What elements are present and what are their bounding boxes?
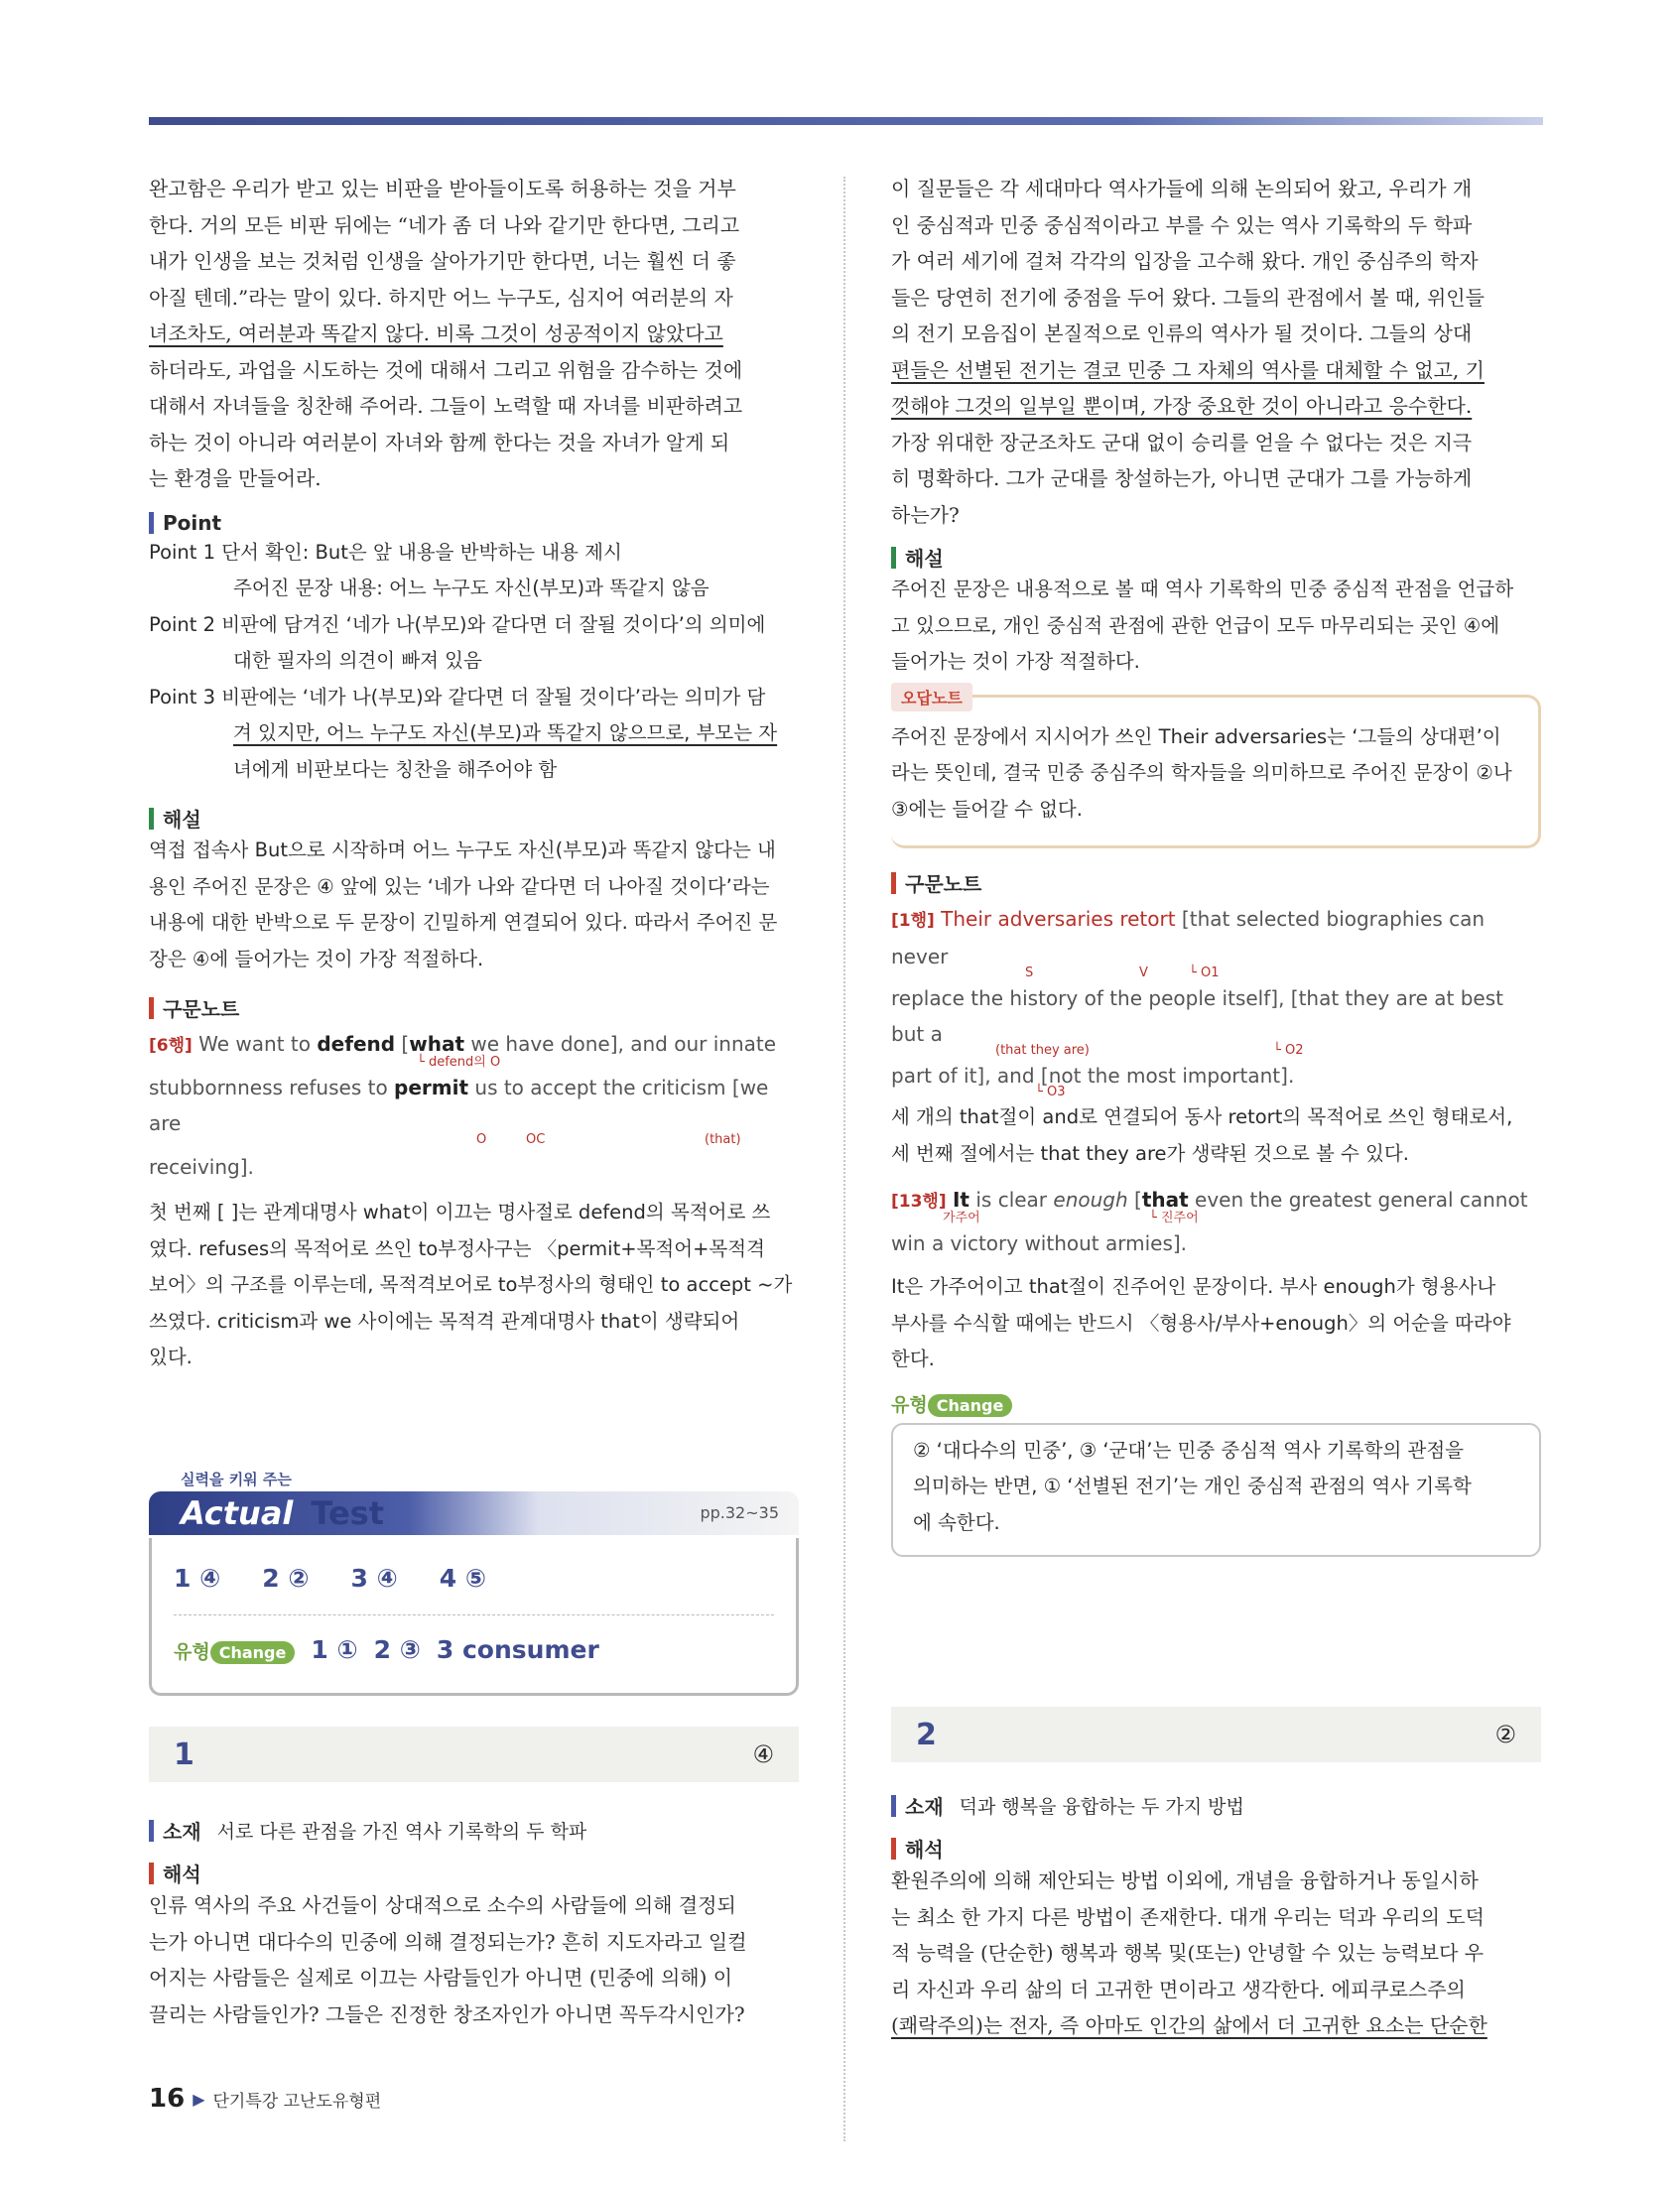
text-line: 용인 주어진 문장은 ④ 앞에 있는 ‘네가 나와 같다면 더 나아질 것이다’라는	[149, 874, 770, 898]
actual-test-title-a: Actual	[181, 1494, 294, 1532]
grammar-annotation: 가주어	[943, 1211, 980, 1225]
text-line: 끌리는 사람들인가? 그들은 진정한 창조자인가 아니면 꼭두각시인가?	[149, 2001, 745, 2026]
text-line: 적 능력을 (단순한) 행복과 행복 및(또는) 안녕할 수 있는 능력보다 우	[891, 1941, 1485, 1965]
text-line: 인 중심적과 민중 중심적이라고 부를 수 있는 역사 기록학의 두 학파	[891, 212, 1473, 237]
actual-test-subtitle: 실력을 키워 주는	[181, 1471, 292, 1488]
gumun-sentence-line: [1행] Their adversaries retort [that selected biographies can never	[891, 907, 1486, 968]
text-line: 녀조차도, 여러분과 똑같지 않다. 비록 그것이 성공적이지 않았다고	[149, 322, 723, 345]
text-line: 한다.	[891, 1348, 935, 1370]
text-line: 첫 번째 [ ]는 관계대명사 what이 이끄는 명사절로 defend의 목적어로 쓰	[149, 1201, 771, 1223]
point-list	[149, 535, 799, 789]
text-line: 의 전기 모음집이 본질적으로 인류의 역사가 될 것이다. 그들의 상대	[891, 322, 1473, 345]
right-column	[891, 171, 1541, 1557]
intro-translation	[891, 171, 1541, 533]
text-line: 세 번째 절에서는 that they are가 생략된 것으로 볼 수 있다.	[891, 1141, 1409, 1165]
grammar-annotation: S	[1025, 965, 1034, 980]
question-number: 2	[916, 1717, 937, 1752]
text-line: 가 여러 세기에 걸쳐 각각의 입장을 고수해 왔다. 개인 중심주의 학자	[891, 249, 1479, 273]
text-line: 내가 인생을 보는 것처럼 인생을 살아가기만 한다면, 너는 훨씬 더 좋	[149, 249, 736, 273]
point-line: 대한 필자의 의견이 빠져 있음	[233, 649, 482, 672]
question-number: 1	[174, 1737, 194, 1772]
point-line: 겨 있지만, 어느 누구도 자신(부모)과 똑같지 않으므로, 부모는 자	[233, 721, 778, 744]
text-line: 고 있으므로, 개인 중심적 관점에 관한 언급이 모두 마무리되는 곳인 ④에	[891, 613, 1500, 637]
answer-item: 3 ④	[350, 1564, 398, 1593]
text-line: 주어진 문장은 내용적으로 볼 때 역사 기록학의 민중 중심적 관점을 언급하	[891, 578, 1514, 600]
text-line: 인류 역사의 주요 사건들이 상대적으로 소수의 사람들에 의해 결정되	[149, 1893, 736, 1917]
column-divider	[843, 177, 845, 2141]
grammar-annotation: └ defend의 O	[417, 1055, 501, 1070]
intro-translation	[149, 171, 799, 497]
grammar-annotation: V	[1139, 965, 1148, 980]
answer-item: 3 consumer	[436, 1635, 599, 1664]
change-box	[891, 1423, 1541, 1558]
text-line: 는가 아니면 대다수의 민중에 의해 결정되는가? 흔히 지도자라고 일컬	[149, 1929, 747, 1954]
grammar-annotation: └ O3	[1035, 1085, 1066, 1099]
question-answer: ②	[1494, 1721, 1516, 1748]
text-line: 하더라도, 과업을 시도하는 것에 대해서 그리고 위험을 감수하는 것에	[149, 357, 743, 382]
text-line: 의미하는 반면, ① ‘선별된 전기’는 개인 중심적 관점의 역사 기록학	[913, 1475, 1472, 1497]
heading-marker	[891, 547, 896, 569]
text-line: ③에는 들어갈 수 없다.	[891, 797, 1083, 821]
gumun-sentence-line: [6행] We want to defend [what we have done], and our innate	[149, 1032, 777, 1056]
gumun-sentence-line: [13행] It is clear enough [that even the greatest general cannot	[891, 1188, 1528, 1212]
text-line: 하는 것이 아니라 여러분이 자녀와 함께 한다는 것을 자녀가 알게 되	[149, 430, 730, 454]
text-line: 역접 접속사 But으로 시작하며 어느 누구도 자신(부모)과 똑같지 않다는 내	[149, 838, 776, 861]
gumun-sentence-line: part of it], and [not the most important].	[891, 1064, 1295, 1088]
actual-test-body	[149, 1538, 799, 1696]
heading-marker	[149, 997, 154, 1019]
haeseol-text	[149, 833, 799, 977]
grammar-annotation: (that)	[705, 1132, 741, 1147]
question-bar-2	[891, 1707, 1541, 1762]
text-line: 쓰였다. criticism과 we 사이에는 목적격 관계대명사 that이 생략되어	[149, 1309, 740, 1333]
text-line: 아질 텐데.”라는 말이 있다. 하지만 어느 누구도, 심지어 여러분의 자	[149, 285, 733, 310]
actual-test-title-b: Test	[311, 1494, 385, 1532]
text-line: 는 최소 한 가지 다른 방법이 존재한다. 대개 우리는 덕과 우리의 도덕	[891, 1904, 1485, 1929]
gumun-explanation	[149, 1195, 799, 1376]
text-line: 주어진 문장에서 지시어가 쓰인 Their adversaries는 ‘그들의 상대편’이	[891, 724, 1501, 748]
text-line: 편들은 선별된 전기는 결코 민중 그 자체의 역사를 대체할 수 없고, 기	[891, 357, 1485, 382]
gumun-note-2	[891, 1182, 1541, 1261]
arrow-icon: ▶	[193, 2089, 205, 2109]
text-line: ② ‘대다수의 민중’, ③ ‘군대’는 민중 중심적 역사 기록학의 관점을	[913, 1438, 1464, 1462]
heading-marker	[149, 808, 154, 830]
book-title: 단기특강 고난도유형편	[212, 2091, 382, 2112]
odap-note	[891, 688, 1541, 849]
odap-label: 오답노트	[891, 683, 972, 711]
grammar-annotation: └ O2	[1273, 1043, 1304, 1058]
dashed-divider	[174, 1614, 774, 1615]
text-line: 는 환경을 만들어라.	[149, 466, 322, 490]
answer-item: 4 ⑤	[439, 1564, 487, 1593]
heading-marker	[891, 872, 896, 894]
heading-marker	[149, 1863, 154, 1884]
page-footer	[149, 2084, 381, 2114]
change-heading	[891, 1390, 1541, 1417]
text-line: 가장 위대한 장군조차도 군대 없이 승리를 얻을 수 없다는 것은 지극	[891, 430, 1473, 454]
change-prefix: 유형	[891, 1393, 928, 1416]
text-line: 히 명확하다. 그가 군대를 창설하는가, 아니면 군대가 그를 가능하게	[891, 466, 1473, 490]
actual-test-pages: pp.32~35	[700, 1503, 779, 1522]
change-prefix: 유형	[174, 1641, 210, 1663]
question-answer: ④	[752, 1740, 774, 1768]
gumun-heading: 구문노트	[891, 868, 1541, 897]
heading-marker	[149, 1820, 154, 1842]
sojae-heading: 소재 덕과 행복을 융합하는 두 가지 방법	[891, 1791, 1541, 1820]
text-line: 한다. 거의 모든 비판 뒤에는 “네가 좀 더 나와 같기만 한다면, 그리고	[149, 212, 740, 237]
gumun-sentence-line: replace the history of the people itself], [that they are at best but a	[891, 986, 1503, 1046]
grammar-annotation: O	[476, 1132, 487, 1147]
text-line: 에 속한다.	[913, 1510, 1000, 1534]
sojae-text: 덕과 행복을 융합하는 두 가지 방법	[959, 1796, 1244, 1818]
sojae-text: 서로 다른 관점을 가진 역사 기록학의 두 학파	[216, 1821, 587, 1843]
point-heading: Point	[149, 511, 799, 535]
left-column	[149, 171, 799, 1376]
text-line: 껏해야 그것의 일부일 뿐이며, 가장 중요한 것이 아니라고 응수한다.	[891, 394, 1473, 418]
grammar-annotation: └ O1	[1189, 965, 1220, 980]
gumun-heading: 구문노트	[149, 993, 799, 1022]
text-line: It은 가주어이고 that절이 진주어인 문장이다. 부사 enough가 형용사나	[891, 1275, 1496, 1298]
grammar-annotation: (that they are)	[995, 1043, 1090, 1058]
haeseok-heading: 해석	[149, 1859, 799, 1887]
haeseol-heading: 해설	[149, 804, 799, 833]
text-line: 대해서 자녀들을 칭찬해 주어라. 그들이 노력할 때 자녀를 비판하려고	[149, 394, 743, 418]
answer-item: 2 ②	[262, 1564, 310, 1593]
heading-marker	[149, 512, 154, 534]
actual-test-section	[149, 1469, 799, 1703]
change-answer-row	[174, 1635, 796, 1664]
change-pill: Change	[928, 1394, 1013, 1417]
grammar-annotation: └ 진주어	[1149, 1211, 1199, 1225]
gumun-note-1	[891, 901, 1541, 1099]
text-line: 들어가는 것이 가장 적절하다.	[891, 650, 1140, 673]
point-line: Point 3 비판에는 ‘네가 나(부모)와 같다면 더 잘될 것이다’라는 의미가 담	[149, 685, 766, 708]
answer-item: 1 ①	[311, 1635, 358, 1664]
text-line: 들은 당연히 전기에 중점을 두어 왔다. 그들의 관점에서 볼 때, 위인들	[891, 285, 1485, 310]
text-line: 라는 뜻인데, 결국 민중 중심주의 학자들을 의미하므로 주어진 문장이 ②나	[891, 761, 1512, 784]
question-1-content	[149, 1816, 799, 2032]
point-line: 주어진 문장 내용: 어느 누구도 자신(부모)과 똑같지 않음	[233, 577, 710, 599]
text-line: 환원주의에 의해 제안되는 방법 이외에, 개념을 융합하거나 동일시하	[891, 1868, 1479, 1892]
sojae-heading: 소재 서로 다른 관점을 가진 역사 기록학의 두 학파	[149, 1816, 799, 1845]
actual-test-header	[149, 1491, 799, 1535]
answer-row	[174, 1564, 796, 1593]
text-line: 보어〉의 구조를 이루는데, 목적격보어로 to부정사의 형태인 to accept ~가	[149, 1273, 793, 1296]
text-line: 이 질문들은 각 세대마다 역사가들에 의해 논의되어 왔고, 우리가 개	[891, 177, 1473, 200]
text-line: 부사를 수식할 때에는 반드시 〈형용사/부사+enough〉의 어순을 따라야	[891, 1311, 1511, 1335]
change-pill: Change	[210, 1641, 296, 1664]
grammar-annotation: OC	[526, 1132, 546, 1147]
text-line: (쾌락주의)는 전자, 즉 아마도 인간의 삶에서 더 고귀한 요소는 단순한	[891, 2013, 1487, 2037]
text-line: 하는가?	[891, 502, 960, 527]
point-line: Point 1 단서 확인: But은 앞 내용을 반박하는 내용 제시	[149, 540, 622, 564]
point-line: Point 2 비판에 담겨진 ‘네가 나(부모)와 같다면 더 잘될 것이다’의 의미에	[149, 612, 766, 636]
text-line: 있다.	[149, 1346, 193, 1368]
text-line: 세 개의 that절이 and로 연결되어 동사 retort의 목적어로 쓰인 형태로서,	[891, 1105, 1513, 1128]
haeseok-heading: 해석	[891, 1834, 1541, 1863]
gumun-sentence-line: win a victory without armies].	[891, 1231, 1188, 1255]
gumun-note	[149, 1026, 799, 1185]
heading-marker	[891, 1795, 896, 1817]
gumun-sentence-line: stubbornness refuses to permit us to accept the criticism [we are	[149, 1076, 769, 1135]
text-line: 였다. refuses의 목적어로 쓰인 to부정사구는 〈permit+목적어+목적격	[149, 1236, 765, 1260]
point-line: 녀에게 비판보다는 칭찬을 해주어야 함	[233, 757, 558, 781]
text-line: 장은 ④에 들어가는 것이 가장 적절하다.	[149, 947, 484, 970]
page-number: 16	[149, 2084, 186, 2114]
answer-item: 1 ④	[174, 1564, 221, 1593]
answer-item: 2 ③	[373, 1635, 421, 1664]
heading-marker	[891, 1838, 896, 1860]
gumun-sentence-line: receiving].	[149, 1155, 254, 1179]
question-2-content	[891, 1791, 1541, 2044]
text-line: 리 자신과 우리 삶의 더 고귀한 면이라고 생각한다. 에피쿠로스주의	[891, 1977, 1466, 2001]
top-color-bar	[149, 117, 1543, 125]
haeseol-heading: 해설	[891, 543, 1541, 572]
text-line: 어지는 사람들은 실제로 이끄는 사람들인가 아니면 (민중에 의해) 이	[149, 1966, 733, 1990]
text-line: 내용에 대한 반박으로 두 문장이 긴밀하게 연결되어 있다. 따라서 주어진 문	[149, 911, 778, 934]
question-bar-1	[149, 1727, 799, 1782]
text-line: 완고함은 우리가 받고 있는 비판을 받아들이도록 허용하는 것을 거부	[149, 177, 736, 200]
